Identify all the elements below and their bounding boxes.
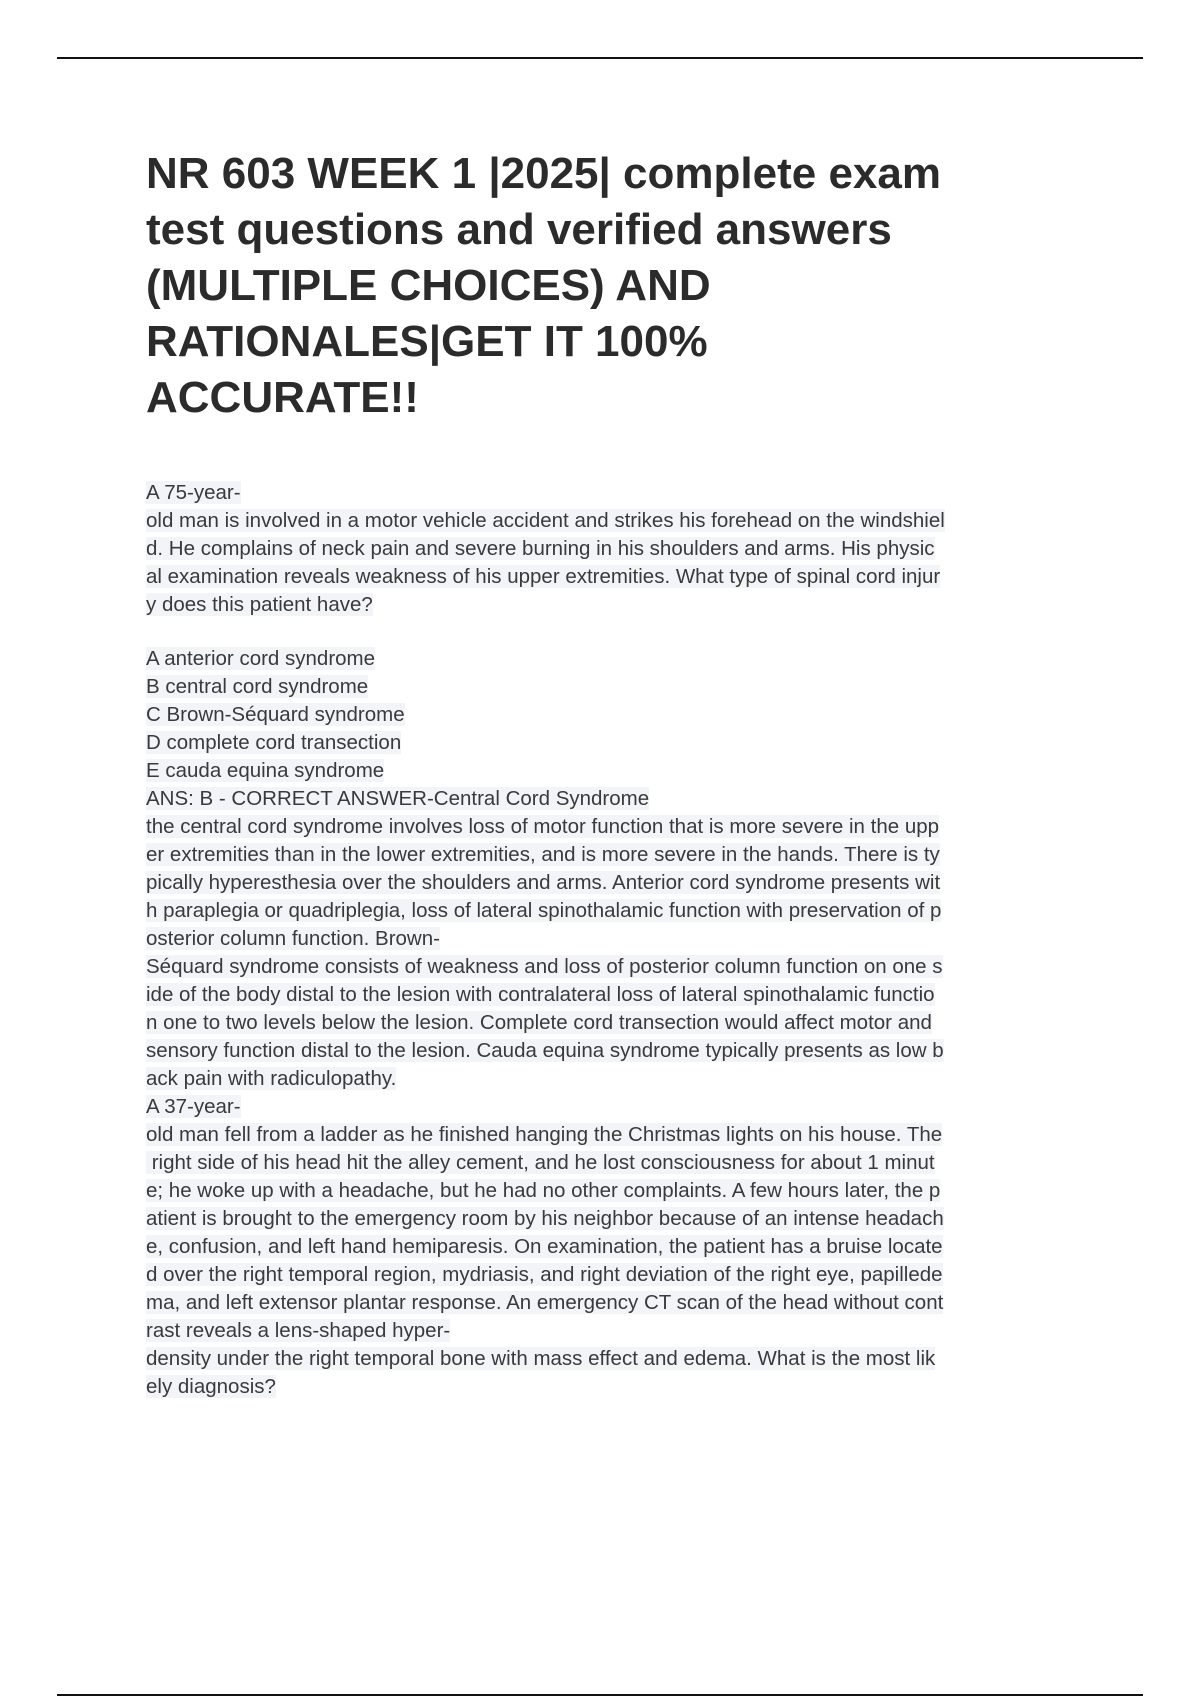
answer-line <box>146 785 1096 813</box>
stem-line <box>146 1317 1096 1345</box>
option-text: D complete cord transection <box>146 731 402 754</box>
stem-line <box>146 1121 1096 1149</box>
spacer <box>146 619 1096 645</box>
rationale-line <box>146 841 1096 869</box>
stem-line-text: rast reveals a lens-shaped hyper- <box>146 1319 451 1342</box>
answer-text: ANS: B - CORRECT ANSWER-Central Cord Syndrome <box>146 787 650 810</box>
top-rule <box>57 57 1143 59</box>
rationale-line <box>146 981 1096 1009</box>
stem-line <box>146 563 1096 591</box>
stem-line <box>146 1177 1096 1205</box>
stem-line-text: y does this patient have? <box>146 593 373 616</box>
stem-line-text: A 75-year- <box>146 481 241 504</box>
stem-line-text: ely diagnosis? <box>146 1375 276 1398</box>
option-b <box>146 673 1096 701</box>
option-text: A anterior cord syndrome <box>146 647 376 670</box>
stem-line <box>146 1373 1096 1401</box>
rationale-text: the central cord syndrome involves loss of motor function that is more severe in the upp <box>146 815 940 838</box>
stem-line <box>146 1233 1096 1261</box>
stem-line <box>146 479 1096 507</box>
question-2 <box>146 1093 1096 1401</box>
title-line: test questions and verified answers <box>146 205 892 254</box>
stem-line-text: atient is brought to the emergency room by his neighbor because of an intense headach <box>146 1207 944 1230</box>
document-body <box>146 479 1096 1401</box>
rationale-text: n one to two levels below the lesion. Complete cord transection would affect motor and <box>146 1011 932 1034</box>
title-line: ACCURATE!! <box>146 373 419 422</box>
rationale-text: er extremities than in the lower extremities, and is more severe in the hands. There is ty <box>146 843 940 866</box>
rationale-text: h paraplegia or quadriplegia, loss of lateral spinothalamic function with preservation of p <box>146 899 942 922</box>
stem-line-text: e; he woke up with a headache, but he had no other complaints. A few hours later, the p <box>146 1179 941 1202</box>
stem-line-text: density under the right temporal bone with mass effect and edema. What is the most lik <box>146 1347 936 1370</box>
rationale-text: Séquard syndrome consists of weakness and loss of posterior column function on one s <box>146 955 943 978</box>
stem-line-text: al examination reveals weakness of his upper extremities. What type of spinal cord injur <box>146 565 941 588</box>
question-1 <box>146 479 1096 1093</box>
document-title <box>146 146 1076 426</box>
option-e <box>146 757 1096 785</box>
stem-line-text: d. He complains of neck pain and severe burning in his shoulders and arms. His physic <box>146 537 935 560</box>
stem-line <box>146 1205 1096 1233</box>
option-c <box>146 701 1096 729</box>
question-1-stem <box>146 479 1096 619</box>
stem-line-text: ma, and left extensor plantar response. An emergency CT scan of the head without cont <box>146 1291 944 1314</box>
title-line: NR 603 WEEK 1 |2025| complete exam <box>146 149 941 198</box>
stem-line <box>146 1289 1096 1317</box>
title-line: RATIONALES|GET IT 100% <box>146 317 708 366</box>
rationale-line <box>146 869 1096 897</box>
rationale-line <box>146 1037 1096 1065</box>
rationale-text: pically hyperesthesia over the shoulders and arms. Anterior cord syndrome presents wit <box>146 871 941 894</box>
stem-line <box>146 591 1096 619</box>
stem-line-text: e, confusion, and left hand hemiparesis. On examination, the patient has a bruise locate <box>146 1235 943 1258</box>
rationale-line <box>146 897 1096 925</box>
bottom-rule <box>57 1694 1143 1696</box>
rationale-line <box>146 925 1096 953</box>
title-line: (MULTIPLE CHOICES) AND <box>146 261 711 310</box>
stem-line <box>146 1093 1096 1121</box>
option-d <box>146 729 1096 757</box>
rationale-text: ide of the body distal to the lesion with contralateral loss of lateral spinothalamic functio <box>146 983 935 1006</box>
stem-line-text: d over the right temporal region, mydriasis, and right deviation of the right eye, papillede <box>146 1263 943 1286</box>
stem-line <box>146 1345 1096 1373</box>
stem-line <box>146 1149 1096 1177</box>
rationale-line <box>146 953 1096 981</box>
stem-line <box>146 1261 1096 1289</box>
stem-line-text: A 37-year- <box>146 1095 241 1118</box>
rationale-line <box>146 1065 1096 1093</box>
option-text: B central cord syndrome <box>146 675 369 698</box>
stem-line <box>146 535 1096 563</box>
rationale-text: sensory function distal to the lesion. Cauda equina syndrome typically presents as low b <box>146 1039 944 1062</box>
rationale-text: ack pain with radiculopathy. <box>146 1067 397 1090</box>
option-text: E cauda equina syndrome <box>146 759 385 782</box>
rationale-line <box>146 813 1096 841</box>
stem-line-text: old man is involved in a motor vehicle accident and strikes his forehead on the windshiel <box>146 509 945 532</box>
question-1-options <box>146 645 1096 785</box>
stem-line-text: right side of his head hit the alley cement, and he lost consciousness for about 1 minut <box>146 1151 935 1174</box>
stem-line <box>146 507 1096 535</box>
question-1-rationale <box>146 813 1096 1093</box>
rationale-text: osterior column function. Brown- <box>146 927 440 950</box>
option-text: C Brown-Séquard syndrome <box>146 703 405 726</box>
stem-line-text: old man fell from a ladder as he finished hanging the Christmas lights on his house. The <box>146 1123 943 1146</box>
rationale-line <box>146 1009 1096 1037</box>
option-a <box>146 645 1096 673</box>
question-2-stem <box>146 1093 1096 1401</box>
